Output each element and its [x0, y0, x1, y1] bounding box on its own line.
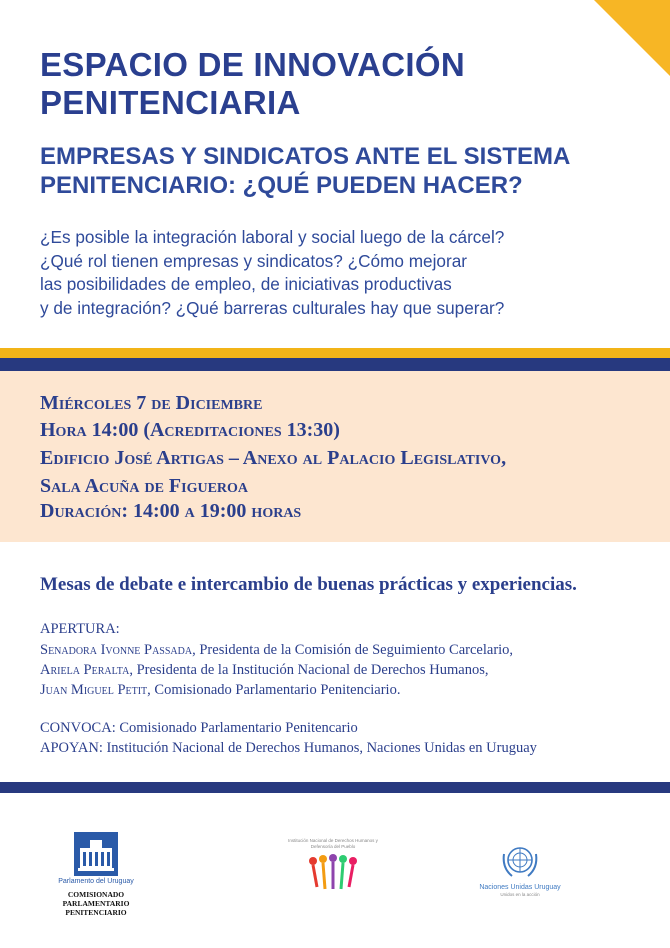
- corner-accent: [594, 0, 670, 76]
- apoyan-line: [40, 740, 640, 757]
- un-emblem-icon: [498, 842, 542, 882]
- convoca-line: [40, 720, 640, 737]
- question-line: ¿Es posible la integración laboral y social luego de la cárcel?: [40, 227, 505, 247]
- program-headline: Mesas de debate e intercambio de buenas prácticas y experiencias.: [40, 574, 577, 595]
- event-time: Hora 14:00 (Acreditaciones 13:30): [40, 419, 340, 441]
- speaker-line: [40, 662, 640, 679]
- inddhh-caption: Institución Nacional de Derechos Humanos y Defensoría del Pueblo: [288, 838, 378, 849]
- parlamento-name: COMISIONADO PARLAMENTARIO PENITENCIARIO: [62, 890, 130, 917]
- event-date: Miércoles 7 de Diciembre: [40, 392, 263, 414]
- questions-block: [40, 226, 640, 320]
- question-line: ¿Qué rol tienen empresas y sindicatos? ¿Cómo mejorar: [40, 250, 467, 271]
- speaker-role: , Presidenta de la Comisión de Seguimiento Carcelario,: [192, 642, 514, 658]
- convoca-value: Comisionado Parlamentario Penitencario: [115, 720, 358, 736]
- event-details: [0, 371, 670, 542]
- speaker-name: Senadora Ivonne Passada: [40, 642, 193, 658]
- speaker-name: Juan Miguel Petit: [40, 682, 148, 698]
- apoyan-value: Institución Nacional de Derechos Humanos, Naciones Unidas en Uruguay: [102, 740, 537, 756]
- navy-band: [0, 358, 670, 371]
- parliament-building-icon: [74, 832, 118, 876]
- onu-caption: Naciones Unidas Uruguay: [479, 884, 561, 891]
- event-building: Edificio José Artigas – Anexo al Palacio Legislativo,: [40, 447, 507, 469]
- onu-logo: [468, 842, 572, 897]
- gold-band: [0, 348, 670, 358]
- parlamento-logo: [40, 832, 152, 917]
- speaker-role: , Comisionado Parlamentario Penitenciario.: [147, 682, 401, 698]
- question-line: y de integración? ¿Qué barreras culturales hay que superar?: [40, 297, 505, 318]
- speaker-role: , Presidenta de la Institución Nacional de Derechos Humanos,: [129, 662, 489, 678]
- speaker-name: Ariela Peralta: [40, 662, 130, 678]
- bottom-band: [0, 782, 670, 793]
- page-subtitle: EMPRESAS Y SINDICATOS ANTE EL SISTEMA PENITENCIARIO: ¿QUÉ PUEDEN HACER?: [40, 143, 570, 199]
- apertura-label: APERTURA:: [40, 621, 120, 637]
- page-title: ESPACIO DE INNOVACIÓN PENITENCIARIA: [40, 46, 465, 121]
- inddhh-logo: [278, 838, 388, 893]
- parlamento-caption: Parlamento del Uruguay: [58, 878, 134, 885]
- event-room: Sala Acuña de Figueroa: [40, 475, 249, 497]
- event-duration: Duración: 14:00 a 19:00 horas: [40, 500, 302, 522]
- speaker-line: [40, 642, 640, 659]
- convoca-label: CONVOCA:: [40, 720, 116, 736]
- people-hands-icon: [303, 853, 363, 893]
- apoyan-label: APOYAN:: [40, 740, 103, 756]
- speaker-line: [40, 682, 640, 699]
- question-line: las posibilidades de empleo, de iniciativas productivas: [40, 274, 452, 294]
- onu-tagline: Unidos en la acción: [500, 892, 540, 897]
